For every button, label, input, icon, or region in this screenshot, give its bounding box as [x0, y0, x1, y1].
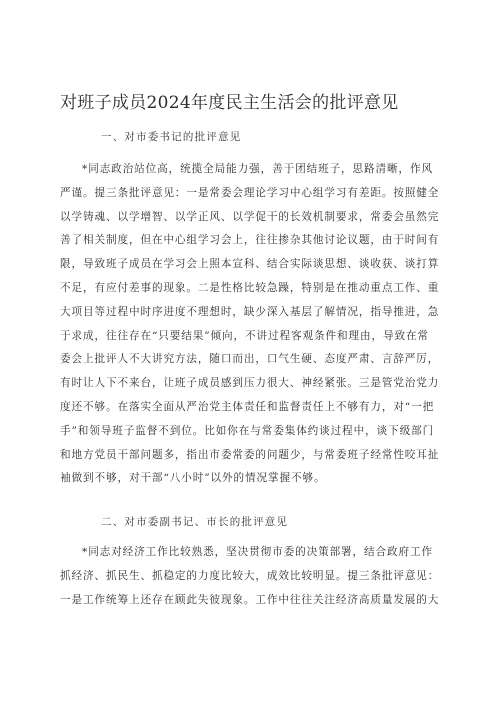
- paragraph-line: 委会上批评人不大讲究方法，随口而出，口气生硬、态度严肃、言辞严厉，: [60, 353, 440, 366]
- paragraph-line: 以学铸魂、以学增智、以学正风、以学促干的长效机制要求，常委会虽然完: [60, 210, 440, 223]
- paragraph-line: 大项目等过程中时序进度不理想时，缺少深入基层了解情况，指导推进，急: [60, 305, 440, 318]
- paragraph-line: 袖做到不够，对干部“八小时”以外的情况掌握不够。: [60, 472, 326, 485]
- document-title: 对班子成员2024年度民主生活会的批评意见: [60, 93, 399, 113]
- section-heading-2: 二、对市委副书记、市长的批评意见: [101, 516, 289, 528]
- paragraph-line: 有时让人下不来台，让班子成员感到压力很大、神经紧张。三是管党治党力: [60, 377, 440, 390]
- section-2-paragraph: [60, 541, 438, 612]
- paragraph-line: 于求成，往往存在“只要结果”倾向，不讲过程客观条件和理由，导致在常: [60, 329, 429, 342]
- section-heading-1: 一、对市委书记的批评意见: [101, 131, 242, 143]
- paragraph-line: 手”和领导班子监督不到位。比如你在与常委集体约谈过程中，谈下级部门: [60, 424, 435, 437]
- paragraph-line: *同志对经济工作比较熟悉，坚决贯彻市委的决策部署，结合政府工作: [82, 546, 434, 558]
- paragraph-line: 限，导致班子成员在学习会上照本宣科、结合实际谈思想、谈收获、谈打算: [60, 258, 440, 271]
- paragraph-line: 严谨。提三条批评意见：一是常委会理论学习中心组学习有差距。按照健全: [60, 186, 440, 199]
- paragraph-line: 抓经济、抓民生、抓稳定的力度比较大，成效比较明显。提三条批评意见：: [60, 569, 440, 582]
- paragraph-line: 和地方党员干部问题多，指出市委常委的问题少，与常委班子经常性咬耳扯: [60, 448, 440, 461]
- paragraph-line: 一是工作统筹上还存在顾此失彼现象。工作中往往关注经济高质量发展的大: [60, 593, 440, 606]
- paragraph-line: *同志政治站位高，统揽全局能力强，善于团结班子，思路清晰，作风: [82, 163, 434, 175]
- paragraph-line: 不足，有应付差事的现象。二是性格比较急躁，特别是在推动重点工作、重: [60, 281, 440, 294]
- paragraph-line: 度还不够。在落实全面从严治党主体责任和监督责任上不够有力，对“一把: [60, 400, 435, 413]
- section-1-paragraph: [60, 158, 438, 491]
- paragraph-line: 善了相关制度，但在中心组学习会上，往往掺杂其他讨论议题，由于时间有: [60, 234, 440, 247]
